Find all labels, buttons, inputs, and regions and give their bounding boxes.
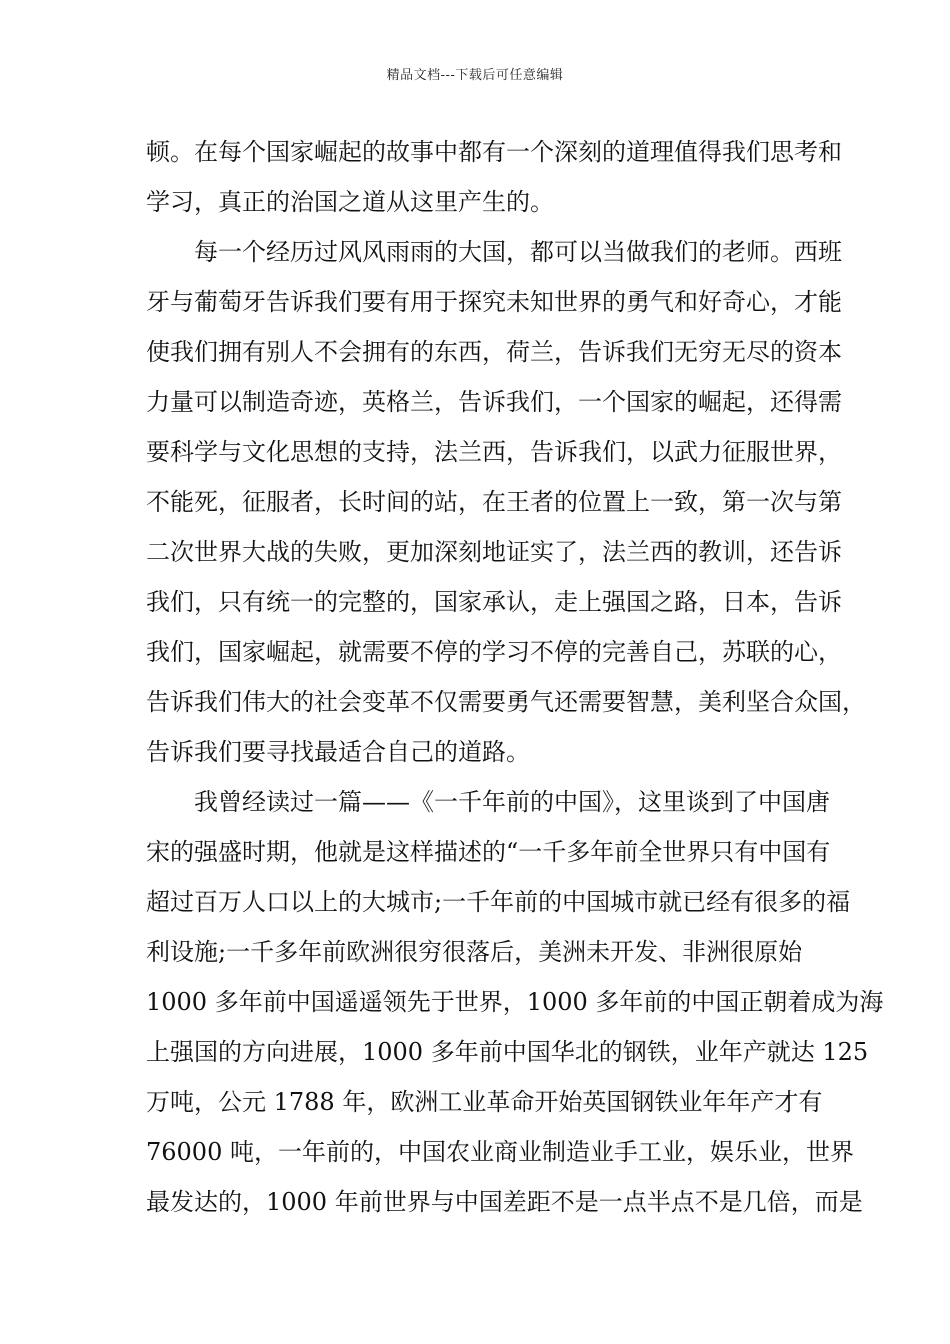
paragraph xyxy=(146,134,842,234)
text-line: 我曾经读过一篇——《一千年前的中国》，这里谈到了中国唐 xyxy=(194,788,830,816)
document-body xyxy=(146,134,884,1234)
text-line: 万吨，公元 1788 年，欧洲工业革命开始英国钢铁业年年产才有 xyxy=(146,1088,823,1116)
text-line: 告诉我们要寻找最适合自己的道路。 xyxy=(146,738,530,766)
text-line: 使我们拥有别人不会拥有的东西，荷兰，告诉我们无穷无尽的资本 xyxy=(146,338,842,366)
text-line: 告诉我们伟大的社会变革不仅需要勇气还需要智慧，美利坚合众国， xyxy=(146,688,866,716)
text-line: 利设施;一千多年前欧洲很穷很落后，美洲未开发、非洲很原始 xyxy=(146,938,803,966)
text-line: 我们，只有统一的完整的，国家承认，走上强国之路，日本，告诉 xyxy=(146,588,842,616)
page-header: 精品文档---下载后可任意编辑 xyxy=(386,68,564,83)
paragraph xyxy=(146,234,866,784)
text-line: 二次世界大战的失败，更加深刻地证实了，法兰西的教训，还告诉 xyxy=(146,538,842,566)
paragraph xyxy=(146,784,884,1234)
text-line: 1000 多年前中国遥遥领先于世界，1000 多年前的中国正朝着成为海 xyxy=(146,988,884,1016)
text-line: 要科学与文化思想的支持，法兰西，告诉我们，以武力征服世界， xyxy=(146,438,842,466)
text-line: 力量可以制造奇迹，英格兰，告诉我们，一个国家的崛起，还得需 xyxy=(146,388,842,416)
text-line: 每一个经历过风风雨雨的大国，都可以当做我们的老师。西班 xyxy=(194,238,842,266)
text-line: 牙与葡萄牙告诉我们要有用于探究未知世界的勇气和好奇心，才能 xyxy=(146,288,842,316)
text-line: 顿。在每个国家崛起的故事中都有一个深刻的道理值得我们思考和 xyxy=(146,138,842,166)
text-line: 宋的强盛时期，他就是这样描述的“一千多年前全世界只有中国有 xyxy=(146,838,831,866)
text-line: 最发达的，1000 年前世界与中国差距不是一点半点不是几倍，而是 xyxy=(146,1188,863,1216)
text-line: 不能死，征服者，长时间的站，在王者的位置上一致，第一次与第 xyxy=(146,488,842,516)
text-line: 我们，国家崛起，就需要不停的学习不停的完善自己，苏联的心， xyxy=(146,638,842,666)
text-line: 上强国的方向进展，1000 多年前中国华北的钢铁，业年产就达 125 xyxy=(146,1038,869,1066)
text-line: 超过百万人口以上的大城市;一千年前的中国城市就已经有很多的福 xyxy=(146,888,851,916)
text-line: 76000 吨，一年前的，中国农业商业制造业手工业，娱乐业，世界 xyxy=(146,1138,854,1166)
text-line: 学习，真正的治国之道从这里产生的。 xyxy=(146,188,554,216)
